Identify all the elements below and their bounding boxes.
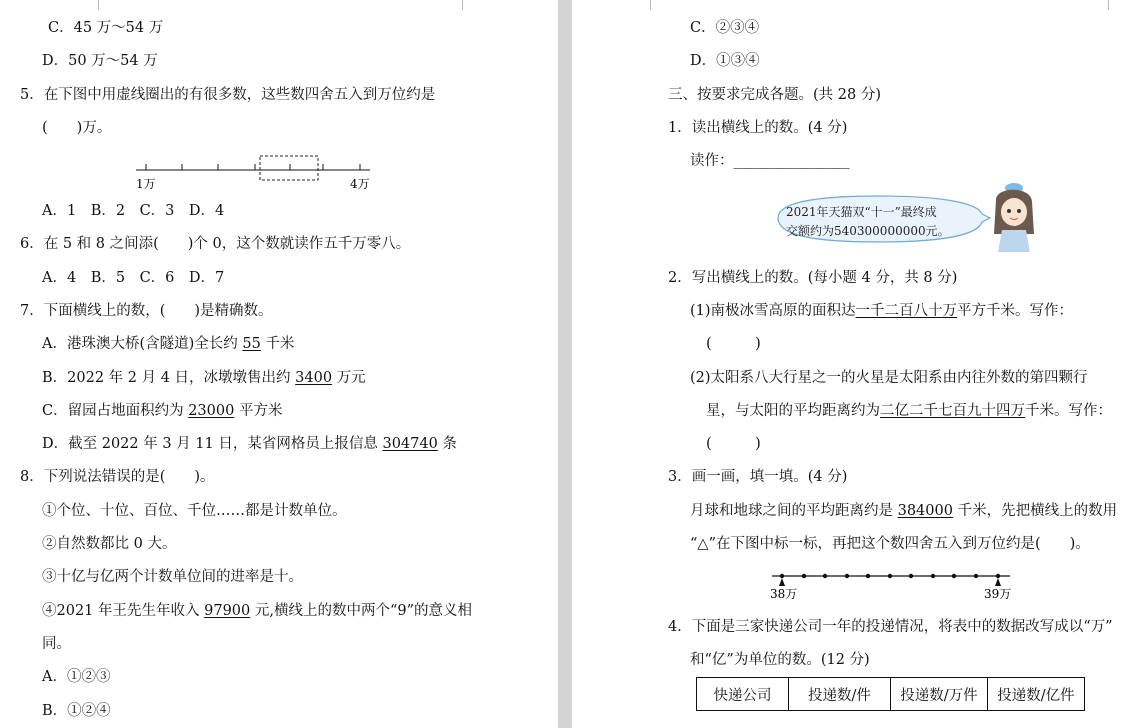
q5-number-line [130,152,380,194]
numberline-label-left: 1万 [136,177,156,191]
numberline-label-right: 39万 [984,587,1012,601]
margin-corner-mark [98,0,99,10]
q8-question: 8．下列说法错误的是( )。 [20,469,215,485]
r3-question: 3．画一画，填一填。(4 分) [668,469,848,485]
r2-part2: (2)太阳系八大行星之一的火星是太阳系由内往外数的第四颗行 [690,370,1088,386]
q8-statement-4: ④2021 年王先生年收入 97900 元,横线上的数中两个“9”的意义相 [42,603,473,619]
margin-corner-mark [1108,0,1109,10]
q8-option-d: D．①③④ [690,53,760,69]
q7-option-d: D．截至 2022 年 3 月 11 日，某省网格员上报信息 304740 条 [42,436,457,452]
r2-question: 2．写出横线上的数。(每小题 4 分，共 8 分) [668,270,958,286]
express-table [696,677,1085,711]
r2-part2-blank: ( ) [706,436,761,452]
underlined-number: 97900 [204,603,251,619]
q7-question: 7．下面横线上的数，( )是精确数。 [20,303,273,319]
q7-option-b: B．2022 年 2 月 4 日，冰墩墩售出约 3400 万元 [42,370,366,386]
q5-question: 5．在下图中用虚线圈出的有很多数，这些数四舍五入到万位约是 [20,87,436,103]
margin-corner-mark [650,0,651,10]
r2-part1: (1)南极冰雪高原的面积达一千二百八十万平方千米。写作： [690,303,1074,319]
r2-part2-cont: 星，与太阳的平均距离约为二亿二千七百九十四万千米。写作： [706,403,1112,419]
q7-option-c: C．留园占地面积约为 23000 平方米 [42,403,283,419]
table-header-cell: 投递数/件 [789,678,891,711]
numberline-label-left: 38万 [770,587,798,601]
underlined-number: 304740 [382,436,438,452]
girl-cartoon-icon [994,183,1034,252]
q8-option-a: A．①②③ [42,669,111,685]
right-page [572,0,1127,728]
left-page [0,0,558,728]
r2-part1-blank: ( ) [706,336,761,352]
q8-statement-1: ①个位、十位、百位、千位……都是计数单位。 [42,503,347,519]
q7-option-a: A．港珠澳大桥(含隧道)全长约 55 千米 [42,336,295,352]
q4-option-d: D．50 万～54 万 [42,53,158,69]
table-header-cell: 快递公司 [697,678,789,711]
numberline-label-right: 4万 [350,177,370,191]
underlined-number: 384000 [897,503,953,519]
margin-corner-mark [462,0,463,10]
q5-options: A．1 B．2 C．3 D．4 [42,203,225,219]
q4-option-c: C．45 万～54 万 [48,20,164,36]
q8-option-c: C．②③④ [690,20,760,36]
r3-text-line2: “△”在下图中标一标，再把这个数四舍五入到万位约是( )。 [690,536,1090,552]
q8-option-b: B．①②④ [42,703,111,719]
underlined-number: 3400 [295,370,333,386]
speech-bubble-illustration [768,182,1038,254]
q8-statement-3: ③十亿与亿两个计数单位间的进率是十。 [42,569,303,585]
underlined-number: 23000 [188,403,235,419]
underlined-number: 二亿二千七百九十四万 [880,403,1025,419]
r4-question-cont: 和“亿”为单位的数。(12 分) [690,652,870,668]
q8-statement-2: ②自然数都比 0 大。 [42,536,177,552]
r4-question: 4．下面是三家快递公司一年的投递情况，将表中的数据改写成以“万” [668,619,1113,635]
table-header-cell: 投递数/万件 [891,678,988,711]
r1-question: 1．读出横线上的数。(4 分) [668,120,848,136]
bubble-text-line2: 交额约为540300000000元。 [786,224,950,238]
underlined-number: 55 [242,336,261,352]
table-header-cell: 投递数/亿件 [988,678,1085,711]
q8-statement-4-cont: 同。 [42,636,71,652]
r3-text-line1: 月球和地球之间的平均距离约是 384000 千米，先把横线上的数用 [690,503,1118,519]
r3-number-line [762,566,1022,604]
underlined-number: 一千二百八十万 [855,303,958,319]
dashed-circle [260,156,318,180]
r1-answer-line: 读作：________________ [690,153,850,169]
bubble-text-line1: 2021年天猫双“十一”最终成 [786,205,937,219]
section-3-heading: 三、按要求完成各题。(共 28 分) [668,87,881,103]
q6-question: 6．在 5 和 8 之间添( )个 0，这个数就读作五千万零八。 [20,236,411,252]
page-gap [558,0,572,728]
q5-question-cont: ( )万。 [42,120,112,136]
q6-options: A．4 B．5 C．6 D．7 [42,270,225,286]
table-header-row [697,678,1085,711]
